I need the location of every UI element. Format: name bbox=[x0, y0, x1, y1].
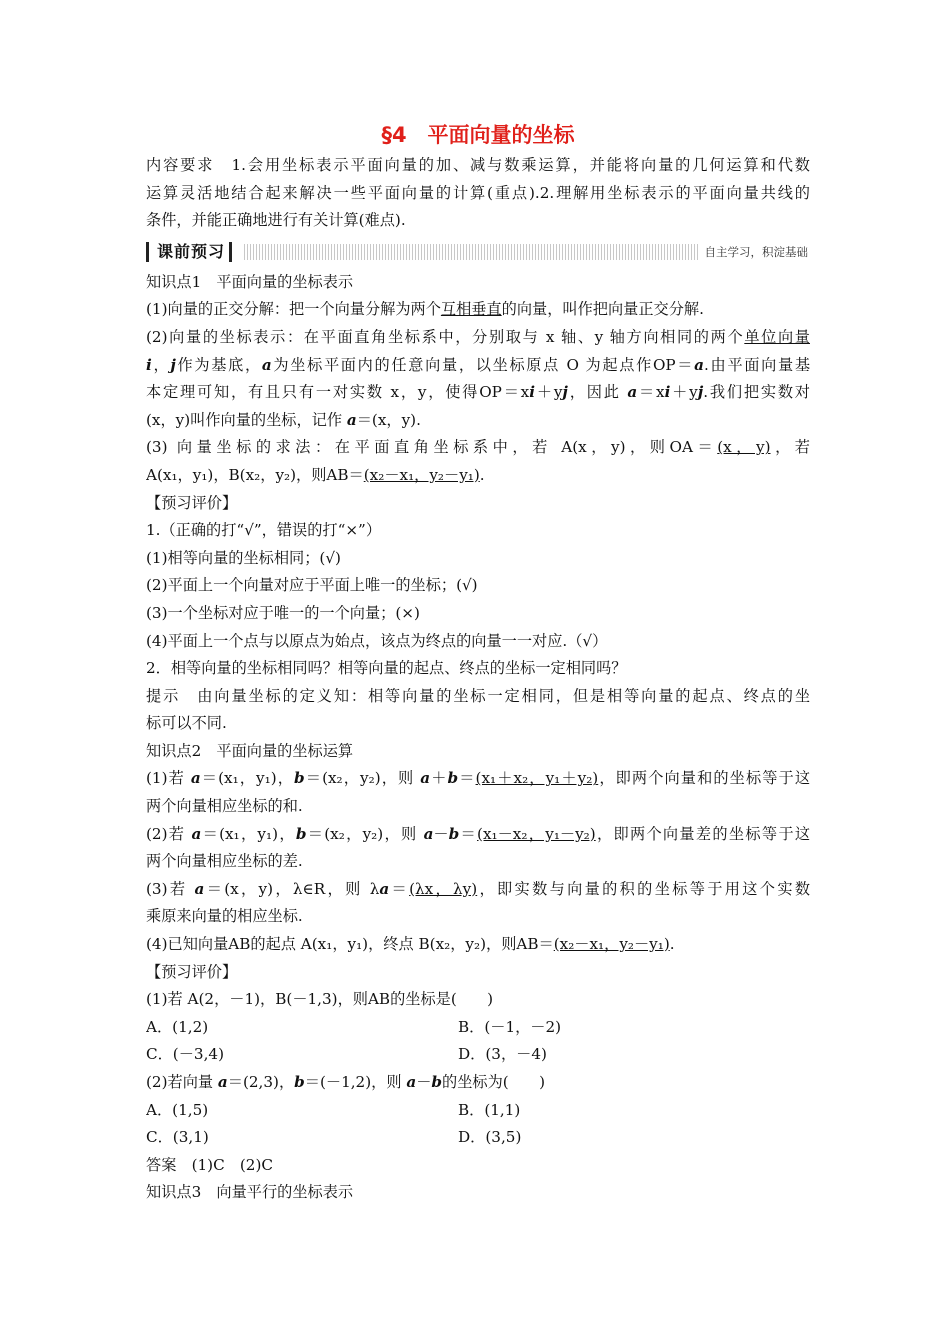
section-banner bbox=[146, 240, 810, 266]
eval1-heading: 【预习评价】 bbox=[146, 493, 238, 512]
page-title: §4 平面向量的坐标 bbox=[381, 123, 575, 147]
choice-b: B．(－1，－2) bbox=[458, 1017, 562, 1036]
choice-d: D．(3，－4) bbox=[458, 1045, 547, 1064]
eval2-q1-choices-row1 bbox=[146, 1014, 810, 1042]
requirements-line-2: 运算灵活地结合起来解决一些平面向量的计算(重点).2.理解用坐标表示的平面向量共线的 bbox=[146, 183, 810, 202]
kp2-heading: 知识点2 平面向量的坐标运算 bbox=[146, 741, 354, 760]
kp2-r2-line2: 两个向量相应坐标的差. bbox=[146, 852, 303, 871]
banner-bar-icon bbox=[146, 242, 149, 262]
blank-answer: (x₁＋x₂，y₁＋y₂) bbox=[475, 769, 599, 788]
eval2-q1: (1)若 A(2，－1)，B(－1,3)，则AB的坐标是( ) bbox=[146, 990, 494, 1009]
eval1-hint-line2: 标可以不同. bbox=[146, 714, 227, 733]
blank-answer: 单位向量 bbox=[744, 327, 810, 346]
eval2-q2-choices-row2 bbox=[146, 1124, 810, 1152]
choice-a: A．(1,2) bbox=[146, 1017, 209, 1036]
eval1-q1: 1.（正确的打“√”，错误的打“×”） bbox=[146, 521, 382, 540]
eval2-answer: 答案 (1)C (2)C bbox=[146, 1155, 274, 1174]
kp2-r2-line1: (2)若 a＝(x₁，y₁)，b＝(x₂，y₂)，则 a－b＝(x₁－x₂，y₁－y₂)，即两个向量差的坐标等于这 bbox=[146, 824, 810, 843]
kp1-heading: 知识点1 平面向量的坐标表示 bbox=[146, 272, 354, 291]
kp1-p1: (1)向量的正交分解：把一个向量分解为两个互相垂直的向量，叫作把向量正交分解. bbox=[146, 300, 704, 319]
kp2-r3-line1: (3)若 a＝(x，y)，λ∈R，则 λa＝(λx，λy)，即实数与向量的积的坐标等于用这个实数 bbox=[146, 879, 810, 898]
kp2-r1-line2: 两个向量相应坐标的和. bbox=[146, 797, 303, 816]
kp1-p2-line3: 本定理可知，有且只有一对实数 x，y，使得OP＝xi＋yj，因此 a＝xi＋yj.我们把实数对 bbox=[146, 383, 810, 402]
kp2-r1-line1: (1)若 a＝(x₁，y₁)，b＝(x₂，y₂)，则 a＋b＝(x₁＋x₂，y₁＋y₂)，即两个向量和的坐标等于这 bbox=[146, 769, 810, 788]
eval1-q1c: (3)一个坐标对应于唯一的一个向量；(×) bbox=[146, 603, 420, 622]
kp2-r3-line2: 乘原来向量的相应坐标. bbox=[146, 907, 303, 926]
kp1-p3-line1: (3) 向量坐标的求法：在平面直角坐标系中，若 A(x，y)，则OA＝(x，y)，若 bbox=[146, 438, 810, 457]
banner-subtitle: 自主学习，积淀基础 bbox=[699, 242, 811, 262]
banner-label: 课前预习 bbox=[153, 242, 232, 262]
eval1-hint-line1: 提示 由向量坐标的定义知：相等向量的坐标一定相同，但是相等向量的起点、终点的坐 bbox=[146, 686, 810, 705]
eval2-q2-choices-row1 bbox=[146, 1097, 810, 1125]
requirements-line-1: 内容要求 1.会用坐标表示平面向量的加、减与数乘运算，并能将向量的几何运算和代数 bbox=[146, 156, 810, 174]
eval2-q2: (2)若向量 a＝(2,3)，b＝(－1,2)，则 a－b的坐标为( ) bbox=[146, 1073, 545, 1091]
blank-answer: 互相垂直 bbox=[440, 300, 502, 319]
kp1-p2-line4: (x，y)叫作向量的坐标，记作 a＝(x，y). bbox=[146, 410, 421, 429]
eval1-q1a: (1)相等向量的坐标相同；(√) bbox=[146, 548, 341, 567]
kp1-p3-line2: A(x₁，y₁)，B(x₂，y₂)，则AB＝(x₂－x₁，y₂－y₁). bbox=[146, 465, 485, 484]
blank-answer: (x₁－x₂，y₁－y₂) bbox=[477, 824, 596, 843]
kp1-p2-line2: i，j作为基底，a为坐标平面内的任意向量，以坐标原点 O 为起点作OP＝a.由平面向量基 bbox=[146, 355, 810, 374]
eval2-q1-choices-row2 bbox=[146, 1041, 810, 1069]
choice-b: B．(1,1) bbox=[458, 1100, 521, 1119]
kp2-r4: (4)已知向量AB的起点 A(x₁，y₁)，终点 B(x₂，y₂)，则AB＝(x₂－x₁，y₂－y₁). bbox=[146, 935, 675, 954]
eval1-q2: 2．相等向量的坐标相同吗？相等向量的起点、终点的坐标一定相同吗？ bbox=[146, 659, 627, 678]
choice-c: C．(－3,4) bbox=[146, 1045, 224, 1064]
eval2-heading: 【预习评价】 bbox=[146, 962, 238, 981]
kp3-heading: 知识点3 向量平行的坐标表示 bbox=[146, 1183, 354, 1202]
eval1-q1b: (2)平面上一个向量对应于平面上唯一的坐标；(√) bbox=[146, 576, 478, 595]
document-page bbox=[146, 118, 810, 1207]
choice-d: D．(3,5) bbox=[458, 1128, 522, 1147]
blank-answer: (λx，λy) bbox=[409, 879, 478, 898]
blank-answer: (x，y) bbox=[717, 438, 771, 457]
choice-c: C．(3,1) bbox=[146, 1128, 209, 1147]
eval1-q1d: (4)平面上一个点与以原点为始点，该点为终点的向量一一对应.（√） bbox=[146, 631, 608, 650]
kp1-p2-line1: (2)向量的坐标表示：在平面直角坐标系中，分别取与 x 轴、y 轴方向相同的两个单位向量 bbox=[146, 327, 810, 346]
choice-a: A．(1,5) bbox=[146, 1100, 209, 1119]
blank-answer: (x₂－x₁，y₂－y₁) bbox=[553, 935, 670, 954]
requirements-line-3: 条件，并能正确地进行有关计算(难点). bbox=[146, 211, 406, 230]
blank-answer: (x₂－x₁，y₂－y₁) bbox=[363, 465, 480, 484]
